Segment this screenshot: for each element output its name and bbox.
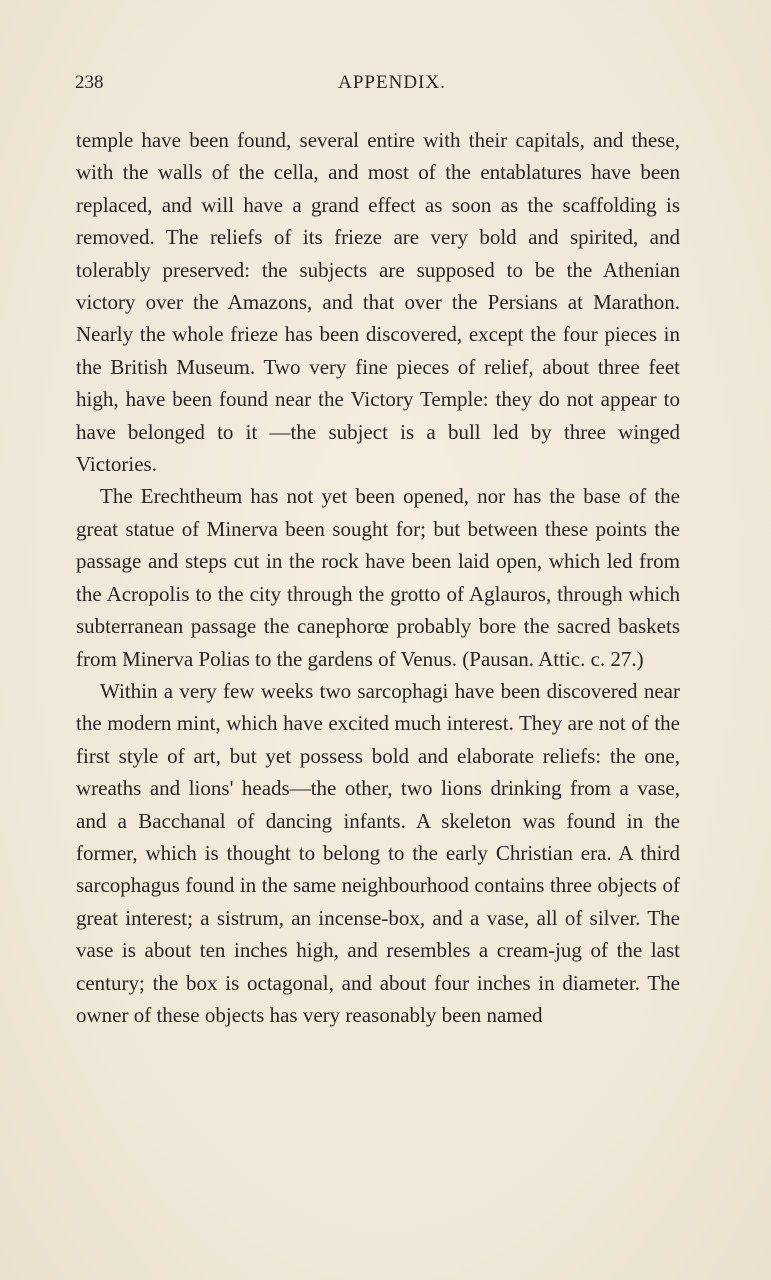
page-header	[75, 72, 679, 98]
page-number: 238	[75, 72, 104, 93]
running-head: APPENDIX.	[338, 72, 446, 93]
body-text	[76, 124, 680, 1031]
paragraph-3: Within a very few weeks two sarcophagi have been discovered near the modern mint, which have excited much interest. They are not of the first style of art, but yet possess bold and elaborate reliefs: the one, wreaths and lions' heads—the other, two lions drinking from a vase, and a Bacchanal of dancing infants. A skeleton was found in the former, which is thought to belong to the early Christian era. A third sarcophagus found in the same neighbourhood contains three objects of great interest; a sistrum, an incense-box, and a vase, all of silver. The vase is about ten inches high, and resembles a cream-jug of the last century; the box is octagonal, and about four inches in diameter. The owner of these objects has very reasonably been named	[76, 678, 680, 1027]
paragraph-2: The Erechtheum has not yet been opened, nor has the base of the great statue of Minerva been sought for; but between these points the passage and steps cut in the rock have been laid open, which led from the Acropolis to the city through the grotto of Aglauros, through which subterranean passage the canephorœ probably bore the sacred baskets from Minerva Polias to the gardens of Venus. (Pausan. Attic. c. 27.)	[76, 484, 680, 671]
paragraph-1: temple have been found, several entire with their capitals, and these, with the walls of the cella, and most of the entablatures have been replaced, and will have a grand effect as soon as the scaffolding is removed. The reliefs of its frieze are very bold and spirited, and tolerably preserved: the subjects are supposed to be the Athenian victory over the Amazons, and that over the Persians at Marathon. Nearly the whole frieze has been discovered, except the four pieces in the British Museum. Two very fine pieces of relief, about three feet high, have been found near the Victory Temple: they do not appear to have belonged to it —the subject is a bull led by three winged Victories.	[76, 128, 680, 477]
